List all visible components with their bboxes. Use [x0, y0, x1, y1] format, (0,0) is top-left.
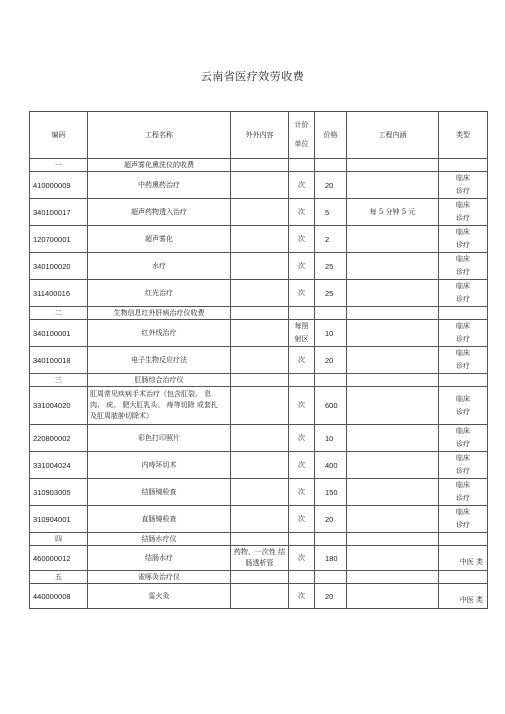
empty-cell — [231, 571, 289, 584]
section-number: 一 — [30, 159, 88, 172]
section-title: 超声雾化熏洗仪的收费 — [88, 159, 231, 172]
empty-cell — [347, 307, 439, 320]
item-excluded — [231, 584, 289, 609]
item-name-line: 肛周常见疾病手术治疗（包含肛裂、 息 — [90, 390, 212, 398]
item-connotation — [347, 280, 439, 307]
empty-cell — [439, 571, 488, 584]
header-unit-line1: 计价 — [294, 121, 309, 129]
item-name: 内痔环切术 — [88, 452, 231, 479]
section-row — [30, 307, 488, 320]
empty-cell — [289, 533, 315, 546]
item-code: 220800002 — [30, 425, 88, 452]
section-row — [30, 533, 488, 546]
item-type-line1: 临床 — [456, 508, 470, 516]
item-type-line2: 诊疗 — [456, 295, 470, 303]
header-unit-line2: 单位 — [294, 140, 309, 148]
item-type-line1: 临床 — [456, 349, 470, 357]
item-unit: 次 — [289, 347, 315, 374]
item-type — [439, 280, 488, 307]
item-excluded — [231, 506, 289, 533]
table-row — [30, 199, 488, 226]
item-price: 10 — [315, 320, 347, 347]
header-excluded: 外外内容 — [231, 112, 289, 159]
item-connotation — [347, 172, 439, 199]
item-name: 结肠水疗 — [88, 546, 231, 571]
item-excluded — [231, 387, 289, 425]
empty-cell — [439, 307, 488, 320]
item-type-line1: 临床 — [456, 255, 470, 263]
table-row — [30, 320, 488, 347]
item-name: 红光治疗 — [88, 280, 231, 307]
empty-cell — [315, 571, 347, 584]
empty-cell — [315, 307, 347, 320]
item-type-line2: 诊疗 — [456, 214, 470, 222]
item-connotation — [347, 347, 439, 374]
item-type-line2: 诊疗 — [456, 407, 470, 416]
item-connotation — [347, 546, 439, 571]
empty-cell — [315, 533, 347, 546]
section-number: 二 — [30, 307, 88, 320]
section-row — [30, 159, 488, 172]
empty-cell — [289, 374, 315, 387]
item-code: 311400016 — [30, 280, 88, 307]
section-title: 结肠水疗仪 — [88, 533, 231, 546]
item-price: 25 — [315, 253, 347, 280]
item-type-line2: 诊疗 — [456, 467, 470, 475]
item-type — [439, 452, 488, 479]
item-connotation: 每 5 分钟 5 元 — [347, 199, 439, 226]
item-connotation — [347, 387, 439, 425]
item-type-line2: 诊疗 — [456, 362, 470, 370]
table-row — [30, 425, 488, 452]
header-unit — [289, 112, 315, 159]
fee-table — [29, 111, 488, 609]
item-type — [439, 425, 488, 452]
item-price: 180 — [315, 546, 347, 571]
section-row — [30, 571, 488, 584]
item-name: 超声药物透入治疗 — [88, 199, 231, 226]
item-type — [439, 253, 488, 280]
empty-cell — [347, 571, 439, 584]
item-unit: 次 — [289, 387, 315, 425]
empty-cell — [289, 307, 315, 320]
section-title: 肛肠综合治疗仪 — [88, 374, 231, 387]
table-row — [30, 172, 488, 199]
item-price: 10 — [315, 425, 347, 452]
item-name: 结肠镜检查 — [88, 479, 231, 506]
header-type: 类型 — [439, 112, 488, 159]
header-connotation: 工程内涵 — [347, 112, 439, 159]
item-excluded — [231, 320, 289, 347]
empty-cell — [315, 159, 347, 172]
item-type-line1: 临床 — [456, 174, 470, 182]
item-type — [439, 172, 488, 199]
item-type-line1: 临床 — [456, 481, 470, 489]
item-code: 340100001 — [30, 320, 88, 347]
empty-cell — [231, 307, 289, 320]
item-connotation — [347, 226, 439, 253]
header-code: 编码 — [30, 112, 88, 159]
item-type — [439, 506, 488, 533]
item-price: 20 — [315, 172, 347, 199]
empty-cell — [347, 159, 439, 172]
item-type-line1: 临床 — [456, 228, 470, 236]
item-name: 红外线治疗 — [88, 320, 231, 347]
item-price: 2 — [315, 226, 347, 253]
item-unit: 次 — [289, 199, 315, 226]
item-excluded — [231, 347, 289, 374]
item-type: 中医 类 — [439, 584, 488, 609]
table-row — [30, 506, 488, 533]
section-number: 三 — [30, 374, 88, 387]
item-code: 331004020 — [30, 387, 88, 425]
item-price: 20 — [315, 584, 347, 609]
item-excluded-line2: 肠透析管 — [245, 559, 274, 567]
item-connotation — [347, 506, 439, 533]
item-type — [439, 479, 488, 506]
item-type — [439, 320, 488, 347]
item-excluded — [231, 172, 289, 199]
item-type-line1: 临床 — [456, 201, 470, 209]
item-name-line: 肉、 疣、 肥大肛乳头、 痔等切除 或套扎 — [90, 401, 218, 409]
item-unit: 次 — [289, 452, 315, 479]
item-name — [88, 387, 231, 425]
empty-cell — [289, 571, 315, 584]
item-price: 20 — [315, 347, 347, 374]
empty-cell — [315, 374, 347, 387]
item-price: 20 — [315, 506, 347, 533]
section-number: 五 — [30, 571, 88, 584]
item-code: 410000009 — [30, 172, 88, 199]
item-connotation — [347, 425, 439, 452]
empty-cell — [289, 159, 315, 172]
section-title: 生物信息红外肝病治疗仪收费 — [88, 307, 231, 320]
item-unit: 次 — [289, 584, 315, 609]
item-type-line2: 诊疗 — [456, 268, 470, 276]
empty-cell — [439, 374, 488, 387]
section-number: 四 — [30, 533, 88, 546]
item-name: 雷火灸 — [88, 584, 231, 609]
item-name: 超声雾化 — [88, 226, 231, 253]
item-type-line1: 临床 — [456, 454, 470, 462]
item-connotation — [347, 584, 439, 609]
item-connotation — [347, 253, 439, 280]
item-type — [439, 347, 488, 374]
item-price: 400 — [315, 452, 347, 479]
item-excluded — [231, 479, 289, 506]
empty-cell — [231, 533, 289, 546]
item-type-line2: 诊疗 — [456, 241, 470, 249]
item-unit: 次 — [289, 253, 315, 280]
item-type: 中医 类 — [439, 546, 488, 571]
empty-cell — [231, 374, 289, 387]
item-type — [439, 226, 488, 253]
item-name: 彩色打印照片 — [88, 425, 231, 452]
item-excluded — [231, 546, 289, 571]
item-unit: 次 — [289, 425, 315, 452]
item-excluded-line1: 药物、一次性 结 — [233, 548, 286, 556]
section-title: 雀啄灸治疗仪 — [88, 571, 231, 584]
header-name: 工程名称 — [88, 112, 231, 159]
item-type-line1: 临床 — [456, 322, 470, 330]
item-type-line1: 临床 — [456, 394, 470, 403]
item-unit: 次 — [289, 226, 315, 253]
item-type-line2: 诊疗 — [456, 187, 470, 195]
table-row — [30, 347, 488, 374]
table-row — [30, 452, 488, 479]
item-name: 电子生物反应疗法 — [88, 347, 231, 374]
item-code: 340100017 — [30, 199, 88, 226]
empty-cell — [439, 159, 488, 172]
item-unit: 次 — [289, 479, 315, 506]
page-title: 云南省医疗效劳收费 — [200, 70, 305, 83]
table-row — [30, 546, 488, 571]
item-unit: 次 — [289, 546, 315, 571]
item-unit: 次 — [289, 172, 315, 199]
table-row — [30, 253, 488, 280]
item-code: 340100020 — [30, 253, 88, 280]
empty-cell — [231, 159, 289, 172]
item-excluded — [231, 199, 289, 226]
item-connotation — [347, 479, 439, 506]
header-price: 价格 — [315, 112, 347, 159]
item-type-line2: 诊疗 — [456, 494, 470, 502]
item-excluded — [231, 253, 289, 280]
item-unit-line2: 射区 — [294, 335, 309, 343]
empty-cell — [439, 533, 488, 546]
table-row — [30, 226, 488, 253]
item-code: 340100018 — [30, 347, 88, 374]
item-price: 25 — [315, 280, 347, 307]
item-name: 中药熏药治疗 — [88, 172, 231, 199]
item-code: 120700001 — [30, 226, 88, 253]
item-type-line2: 诊疗 — [456, 335, 470, 343]
table-row — [30, 280, 488, 307]
empty-cell — [347, 374, 439, 387]
item-code: 310903005 — [30, 479, 88, 506]
item-connotation — [347, 452, 439, 479]
item-price: 5 — [315, 199, 347, 226]
item-excluded — [231, 226, 289, 253]
item-type-line1: 临床 — [456, 282, 470, 290]
item-excluded — [231, 425, 289, 452]
item-type-line2: 诊疗 — [456, 440, 470, 448]
item-unit: 次 — [289, 280, 315, 307]
item-name: 水疗 — [88, 253, 231, 280]
item-price: 600 — [315, 387, 347, 425]
item-excluded — [231, 280, 289, 307]
item-name: 直肠镜检查 — [88, 506, 231, 533]
item-excluded — [231, 452, 289, 479]
empty-cell — [347, 533, 439, 546]
item-name-line: 及肛周脓肿切除术） — [90, 412, 153, 420]
item-type-line1: 临床 — [456, 427, 470, 435]
section-row — [30, 374, 488, 387]
item-code: 310904001 — [30, 506, 88, 533]
table-row — [30, 584, 488, 609]
table-row — [30, 387, 488, 425]
item-code: 440000008 — [30, 584, 88, 609]
item-connotation — [347, 320, 439, 347]
header-row — [30, 112, 488, 159]
item-unit: 次 — [289, 506, 315, 533]
item-type — [439, 199, 488, 226]
item-price: 150 — [315, 479, 347, 506]
item-unit-line1: 每照 — [294, 322, 309, 330]
item-code: 460000012 — [30, 546, 88, 571]
item-unit — [289, 320, 315, 347]
item-type-line2: 诊疗 — [456, 521, 470, 529]
table-row — [30, 479, 488, 506]
item-code: 331004024 — [30, 452, 88, 479]
item-type — [439, 387, 488, 425]
